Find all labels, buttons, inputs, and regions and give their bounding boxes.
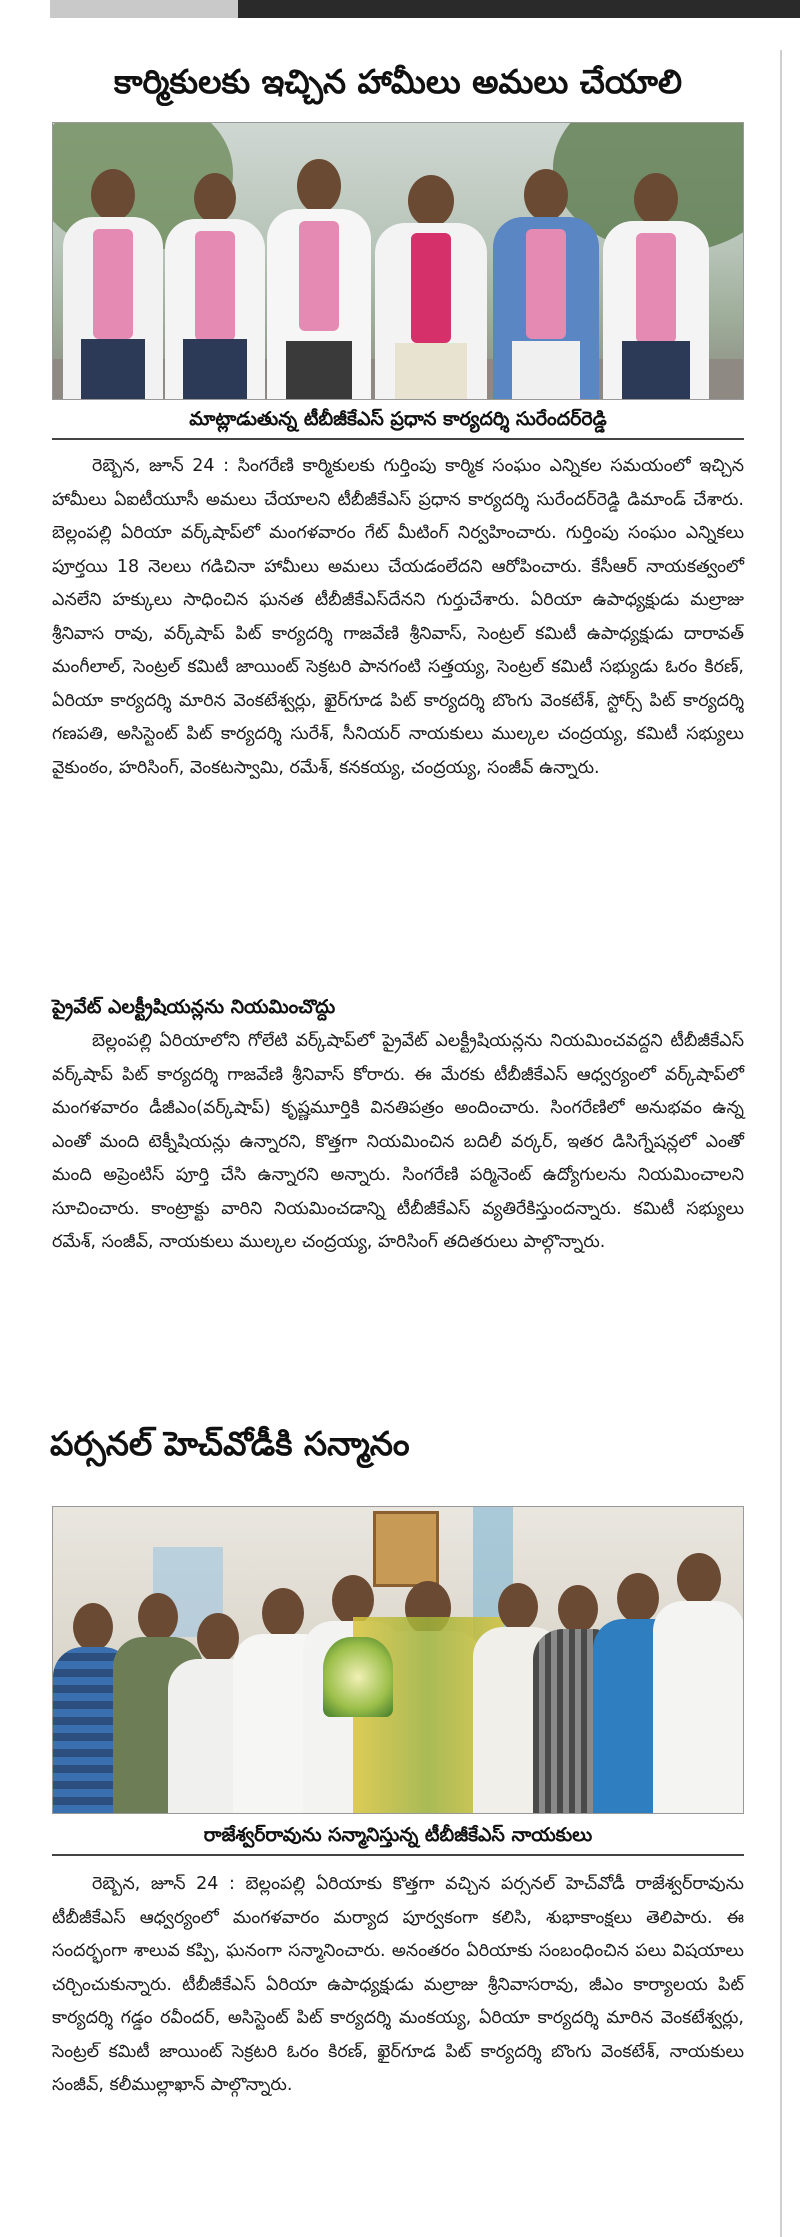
article2-photo [52, 1506, 744, 1814]
photo1-person [603, 173, 709, 399]
photo1-person [493, 169, 599, 399]
photo1-person [375, 175, 487, 399]
photo1-person [165, 173, 265, 399]
column-rule [780, 50, 782, 2237]
photo1-person [267, 159, 371, 399]
article1-headline: కార్మికులకు ఇచ్చిన హామీలు అమలు చేయాలి [113, 62, 683, 101]
article1-subheading: ప్రైవేట్ ఎలక్ట్రీషియన్లను నియమించొద్దు [52, 996, 336, 1018]
photo1-person [63, 169, 163, 399]
article1-body-2: బెల్లంపల్లి ఏరియాలోని గోలేటి వర్క్‌షాప్‌లో ప్రైవేట్ ఎలక్ట్రీషియన్లను నియమించవద్దని టీబీజీకేఎస్ వర్క్‌షాప్ పిట్ కార్యదర్శి గాజవేణి శ్రీనివాస్ కోరారు. ఈ మేరకు టీబీజీకేఎస్ ఆధ్వర్యంలో వర్క్‌షాప్‌లో మంగళవారం డీజీఎం(వర్క్‌షాప్) కృష్ణమూర్తికి వినతిపత్రం అందించారు. సింగరేణిలో అనుభవం ఉన్న ఎంతో మంది టెక్నీషియన్లు ఉన్నారని, కొత్తగా నియమించిన బదిలీ వర్కర్, ఇతర డిసిగ్నేషన్లలో ఎంతో మంది అప్రెంటిస్ పూర్తి చేసి ఉన్నారని అన్నారు. సింగరేణి పర్మినెంట్ ఉద్యోగులను నియమించాలని సూచించారు. కాంట్రాక్టు వారిని నియమించడాన్ని టీబీజీకేఎస్ వ్యతిరేకిస్తుందన్నారు. కమిటీ సభ్యులు రమేశ్, సంజీవ్, నాయకులు ముల్కల చంద్రయ్య, హరిసింగ్ తదితరులు పాల్గొన్నారు. [52, 1031, 744, 1252]
article2-photo-caption: రాజేశ్వర్‌రావును సన్మానిస్తున్న టీబీజీకేఎస్ నాయకులు [52, 1816, 744, 1856]
article2-body: రెబ్బెన, జూన్ 24 : బెల్లంపల్లి ఏరియాకు కొత్తగా వచ్చిన పర్సనల్ హెచ్‌వోడీ రాజేశ్వర్‌రావును టీబీజీకేఎస్ ఆధ్వర్యంలో మంగళవారం మర్యాద పూర్వకంగా కలిసి, శుభాకాంక్షలు తెలిపారు. ఈ సందర్భంగా శాలువ కప్పి, ఘనంగా సన్మానించారు. అనంతరం ఏరియాకు సంబంధించిన పలు విషయాలు చర్చించుకున్నారు. టీబీజీకేఎస్ ఏరియా ఉపాధ్యక్షుడు మల్రాజు శ్రీనివాసరావు, జీఎం కార్యాలయ పిట్ కార్యదర్శి గడ్డం రవీందర్, అసిస్టెంట్ పిట్ కార్యదర్శి మంకయ్య, ఏరియా కార్యదర్శి మారిన వెంకటేశ్వర్లు, సెంట్రల్ కమిటీ జాయింట్ సెక్రటరి ఓరం కిరణ్, ఖైర్‌గూడ పిట్ కార్యదర్శి బొంగు వెంకటేశ్, నాయకులు సంజీవ్, కలీముల్లాఖాన్ పాల్గొన్నారు. [52, 1874, 744, 2095]
article1-photo [52, 122, 744, 400]
top-bar-light-segment [50, 0, 238, 18]
page-top-bar [50, 0, 800, 18]
photo2-person [653, 1553, 744, 1813]
photo2-bouquet [323, 1637, 393, 1717]
article2-headline: పర్సనల్ హెచ్‌వోడీకి సన్మానం [50, 1424, 410, 1463]
article1-body: రెబ్బెన, జూన్ 24 : సింగరేణి కార్మికులకు గుర్తింపు కార్మిక సంఘం ఎన్నికల సమయంలో ఇచ్చిన హామీలు ఏఐటీయూసీ అమలు చేయాలని టీబీజీకేఎస్ ప్రధాన కార్యదర్శి సురేందర్‌రెడ్డి డిమాండ్ చేశారు. బెల్లంపల్లి ఏరియా వర్క్‌షాప్‌లో మంగళవారం గేట్ మీటింగ్ నిర్వహించారు. గుర్తింపు సంఘం ఎన్నికలు పూర్తయి 18 నెలలు గడిచినా హామీలు అమలు చేయడంలేదని ఆరోపించారు. కేసీఆర్ నాయకత్వంలో ఎనలేని హక్కులు సాధించిన ఘనత టీబీజీకేఎస్‌దేనని గుర్తుచేశారు. ఏరియా ఉపాధ్యక్షుడు మల్రాజు శ్రీనివాస రావు, వర్క్‌షాప్ పిట్ కార్యదర్శి గాజవేణి శ్రీనివాస్, సెంట్రల్ కమిటీ ఉపాధ్యక్షుడు దారావత్ మంగీలాల్, సెంట్రల్ కమిటీ జాయింట్ సెక్రటరి పానగంటి సత్తయ్య, సెంట్రల్ కమిటీ సభ్యుడు ఓరం కిరణ్, ఏరియా కార్యదర్శి మారిన వెంకటేశ్వర్లు, ఖైర్‌గూడ పిట్ కార్యదర్శి బొంగు వెంకటేశ్, స్టోర్స్ పిట్ కార్యదర్శి గణపతి, అసిస్టెంట్ పిట్ కార్యదర్శి సురేశ్, సీనియర్ నాయకులు ముల్కల చంద్రయ్య, కమిటీ సభ్యులు వైకుంఠం, హరిసింగ్, వెంకటస్వామి, రమేశ్, కనకయ్య, చంద్రయ్య, సంజీవ్ ఉన్నారు. [52, 456, 744, 778]
article1-photo-caption: మాట్లాడుతున్న టీబీజీకేఎస్ ప్రధాన కార్యదర్శి సురేందర్‌రెడ్డి [52, 400, 744, 440]
top-bar-dark-segment [238, 0, 800, 18]
